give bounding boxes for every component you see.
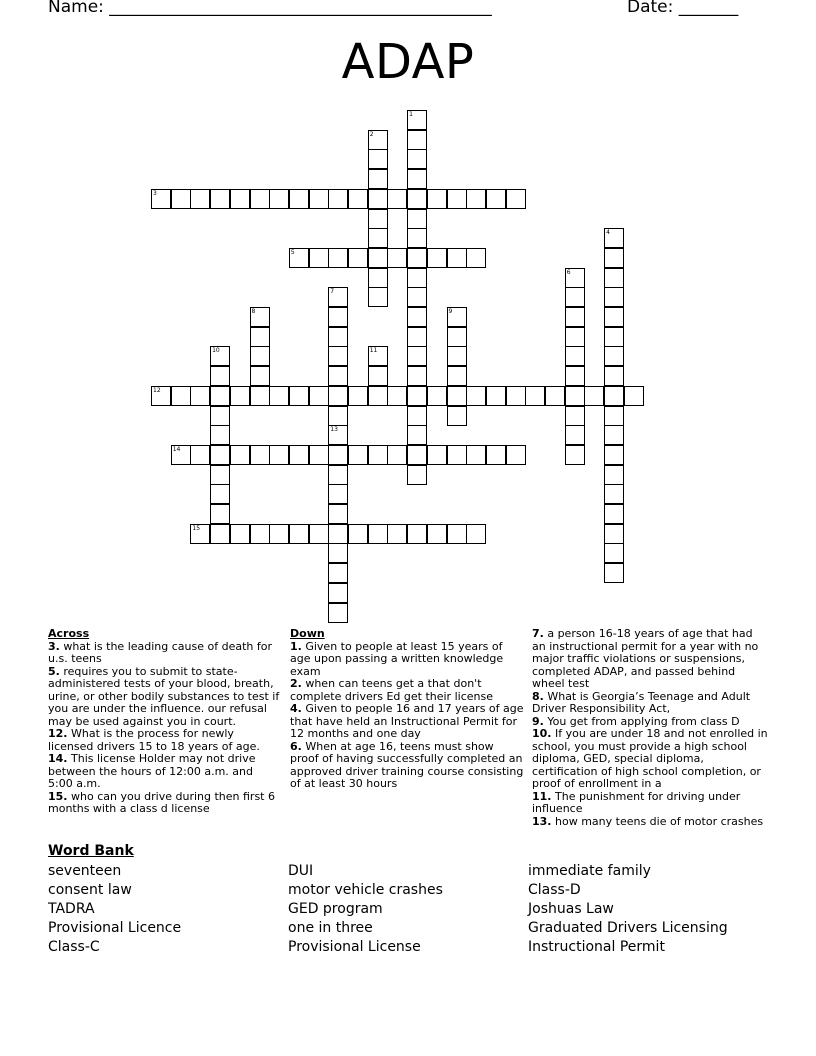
clue-down-8: 8. What is Georgia’s Teenage and Adult Driver Responsibility Act, (532, 689, 751, 715)
grid-cell[interactable] (486, 189, 506, 209)
grid-cell[interactable] (604, 425, 624, 445)
grid-cell[interactable] (230, 386, 250, 406)
grid-cell[interactable] (328, 543, 348, 563)
clue-number: 6 (566, 268, 571, 276)
grid-cell[interactable] (604, 524, 624, 544)
grid-cell[interactable] (604, 445, 624, 465)
grid-cell[interactable] (604, 386, 624, 406)
clue-across-3: 3. what is the leading cause of death for u.s. teens (48, 639, 272, 665)
grid-cell[interactable] (387, 524, 407, 544)
grid-cell[interactable] (210, 524, 230, 544)
grid-cell[interactable] (427, 386, 447, 406)
grid-cell[interactable] (210, 484, 230, 504)
clue-number: 2 (369, 130, 374, 138)
word-bank-item: motor vehicle crashes (288, 882, 443, 898)
grid-cell[interactable] (250, 307, 270, 327)
grid-cell[interactable] (269, 445, 289, 465)
grid-cell[interactable] (348, 524, 368, 544)
grid-cell[interactable] (309, 248, 329, 268)
grid-cell[interactable] (250, 366, 270, 386)
grid-cell[interactable] (328, 445, 348, 465)
word-bank-item: immediate family (528, 863, 651, 879)
grid-cell[interactable] (368, 189, 388, 209)
grid-cell[interactable] (289, 386, 309, 406)
clue-number: 5 (290, 248, 295, 256)
grid-cell[interactable] (565, 386, 585, 406)
grid-cell[interactable] (565, 307, 585, 327)
grid-cell[interactable] (506, 386, 526, 406)
grid-cell[interactable] (210, 346, 230, 366)
grid-cell[interactable] (447, 248, 467, 268)
grid-cell[interactable] (368, 228, 388, 248)
word-bank-item: seventeen (48, 863, 122, 879)
grid-cell[interactable] (447, 386, 467, 406)
clues-column-3 (532, 628, 768, 828)
word-bank-item: Class-C (48, 939, 100, 955)
clue-across-5: 5. requires you to submit to state-administered tests of your blood, breath, urine, or other bodily substances to test if you are under the influence. our refusal may be used against you in court. (48, 664, 280, 728)
grid-cell[interactable] (407, 406, 427, 426)
clue-down-1: 1. Given to people at least 15 years of age upon passing a written knowledge exam (290, 639, 504, 678)
grid-cell[interactable] (328, 603, 348, 623)
grid-cell[interactable] (584, 386, 604, 406)
grid-cell[interactable] (368, 169, 388, 189)
grid-cell[interactable] (210, 386, 230, 406)
clue-number: 12 (153, 386, 161, 394)
grid-cell[interactable] (210, 366, 230, 386)
grid-cell[interactable] (328, 307, 348, 327)
clue-number: 1 (409, 111, 413, 118)
grid-cell[interactable] (565, 366, 585, 386)
grid-cell[interactable] (604, 287, 624, 307)
grid-cell[interactable] (565, 425, 585, 445)
grid-cell[interactable] (368, 524, 388, 544)
word-bank-item: Provisional Licence (48, 920, 182, 936)
clue-across-15: 15. who can you drive during then first 6 months with a class d license (48, 789, 275, 815)
grid-cell[interactable] (328, 425, 348, 445)
grid-cell[interactable] (190, 386, 210, 406)
grid-cell[interactable] (407, 465, 427, 485)
grid-cell[interactable] (309, 386, 329, 406)
grid-cell[interactable] (250, 445, 270, 465)
grid-cell[interactable] (486, 386, 506, 406)
grid-cell[interactable] (525, 386, 545, 406)
clue-down-6: 6. When at age 16, teens must show proof of having successfully completed an approved driver training course consisting of at least 30 hours (290, 739, 524, 790)
grid-cell[interactable] (328, 386, 348, 406)
grid-cell[interactable] (447, 406, 467, 426)
grid-cell[interactable] (368, 130, 388, 150)
grid-cell[interactable] (466, 189, 486, 209)
grid-cell[interactable] (210, 504, 230, 524)
grid-cell[interactable] (190, 445, 210, 465)
grid-cell[interactable] (309, 189, 329, 209)
grid-cell[interactable] (210, 425, 230, 445)
grid-cell[interactable] (447, 327, 467, 347)
grid-cell[interactable] (250, 189, 270, 209)
grid-cell[interactable] (269, 386, 289, 406)
clue-down-13: 13. how many teens die of motor crashes (532, 814, 764, 828)
grid-cell[interactable] (486, 445, 506, 465)
grid-cell[interactable] (289, 445, 309, 465)
grid-cell[interactable] (427, 189, 447, 209)
grid-cell[interactable] (427, 248, 447, 268)
grid-cell[interactable] (565, 406, 585, 426)
clues-column-1 (48, 628, 280, 816)
grid-cell[interactable] (407, 189, 427, 209)
grid-cell[interactable] (151, 189, 171, 209)
grid-cell[interactable] (309, 445, 329, 465)
grid-cell[interactable] (506, 189, 526, 209)
grid-cell[interactable] (230, 445, 250, 465)
word-bank-item: Class-D (528, 882, 581, 898)
clue-number: 7 (330, 288, 335, 296)
clues-column-2 (290, 628, 524, 791)
clue-number: 13 (330, 426, 338, 434)
grid-cell[interactable] (250, 386, 270, 406)
grid-cell[interactable] (368, 287, 388, 307)
word-bank-item: Graduated Drivers Licensing (528, 920, 728, 936)
word-bank-column (528, 862, 728, 957)
grid-cell[interactable] (407, 346, 427, 366)
grid-cell[interactable] (604, 563, 624, 583)
grid-cell[interactable] (387, 386, 407, 406)
grid-cell[interactable] (407, 130, 427, 150)
clue-number: 3 (153, 189, 157, 197)
grid-cell[interactable] (348, 189, 368, 209)
grid-cell[interactable] (565, 268, 585, 288)
grid-cell[interactable] (407, 248, 427, 268)
grid-cell[interactable] (171, 445, 191, 465)
grid-cell[interactable] (230, 524, 250, 544)
grid-cell[interactable] (368, 209, 388, 229)
grid-cell[interactable] (368, 366, 388, 386)
clue-down-4: 4. Given to people 16 and 17 years of age that have held an Instructional Permit for 12 months and one day (290, 702, 524, 740)
puzzle-title: ADAP (341, 34, 475, 90)
grid-cell[interactable] (447, 524, 467, 544)
grid-cell[interactable] (604, 327, 624, 347)
grid-cell[interactable] (604, 504, 624, 524)
down-heading: Down (290, 627, 325, 640)
grid-cell[interactable] (604, 484, 624, 504)
clue-down-9: 9. You get from applying from class D (532, 714, 740, 728)
grid-cell[interactable] (407, 445, 427, 465)
word-bank-item: Instructional Permit (528, 939, 665, 955)
grid-cell[interactable] (328, 189, 348, 209)
grid-cell[interactable] (348, 386, 368, 406)
word-bank-item: GED program (288, 901, 383, 917)
grid-cell[interactable] (407, 327, 427, 347)
grid-cell[interactable] (328, 563, 348, 583)
grid-cell[interactable] (387, 248, 407, 268)
grid-cell[interactable] (210, 465, 230, 485)
clue-number: 14 (172, 445, 181, 453)
grid-cell[interactable] (328, 346, 348, 366)
grid-cell[interactable] (387, 445, 407, 465)
clue-down-10: 10. If you are under 18 and not enrolled in school, you must provide a high school diploma, GED, special diploma, certification of high school completion, or proof of enrollment in a (532, 727, 768, 790)
grid-cell[interactable] (151, 386, 171, 406)
grid-cell[interactable] (624, 386, 644, 406)
grid-cell[interactable] (447, 445, 467, 465)
grid-cell[interactable] (407, 228, 427, 248)
grid-cell[interactable] (466, 386, 486, 406)
grid-cell[interactable] (447, 366, 467, 386)
grid-cell[interactable] (466, 524, 486, 544)
across-heading: Across (48, 627, 90, 640)
grid-cell[interactable] (210, 406, 230, 426)
grid-cell[interactable] (190, 524, 210, 544)
grid-cell[interactable] (387, 189, 407, 209)
date-field: Date: _______ (627, 0, 739, 17)
word-bank-item: Joshuas Law (528, 901, 614, 917)
grid-cell[interactable] (604, 228, 624, 248)
grid-cell[interactable] (289, 524, 309, 544)
grid-cell[interactable] (210, 189, 230, 209)
grid-cell[interactable] (269, 189, 289, 209)
grid-cell[interactable] (328, 287, 348, 307)
grid-cell[interactable] (447, 189, 467, 209)
grid-cell[interactable] (368, 268, 388, 288)
grid-cell[interactable] (407, 524, 427, 544)
word-bank-item: DUI (288, 863, 314, 879)
grid-cell[interactable] (328, 248, 348, 268)
grid-cell[interactable] (328, 465, 348, 485)
grid-cell[interactable] (604, 268, 624, 288)
grid-cell[interactable] (328, 366, 348, 386)
grid-cell[interactable] (250, 346, 270, 366)
grid-cell[interactable] (328, 524, 348, 544)
grid-cell[interactable] (604, 543, 624, 563)
clue-down-11: 11. The punishment for driving under influence (532, 789, 741, 815)
grid-cell[interactable] (604, 465, 624, 485)
grid-cell[interactable] (506, 445, 526, 465)
clue-number: 4 (606, 229, 610, 237)
grid-cell[interactable] (604, 307, 624, 327)
grid-cell[interactable] (250, 524, 270, 544)
grid-cell[interactable] (348, 445, 368, 465)
grid-cell[interactable] (368, 149, 388, 169)
clue-down-2: 2. when can teens get a that don't complete drivers Ed get their license (290, 677, 493, 703)
grid-cell[interactable] (368, 346, 388, 366)
grid-cell[interactable] (328, 484, 348, 504)
clue-across-14: 14. This license Holder may not drive between the hours of 12:00 a.m. and 5:00 a.m. (48, 752, 256, 790)
grid-cell[interactable] (190, 189, 210, 209)
grid-cell[interactable] (210, 445, 230, 465)
name-field: Name: _____________________________________________ (48, 0, 492, 17)
grid-cell[interactable] (230, 189, 250, 209)
grid-cell[interactable] (604, 248, 624, 268)
grid-cell[interactable] (328, 504, 348, 524)
clue-across-12: 12. What is the process for newly licensed drivers 15 to 18 years of age. (48, 727, 260, 753)
grid-cell[interactable] (604, 406, 624, 426)
grid-cell[interactable] (447, 307, 467, 327)
grid-cell[interactable] (407, 386, 427, 406)
word-bank-title: Word Bank (48, 843, 134, 859)
clue-number: 11 (369, 347, 378, 355)
grid-cell[interactable] (171, 386, 191, 406)
grid-cell[interactable] (565, 327, 585, 347)
grid-cell[interactable] (565, 287, 585, 307)
grid-cell[interactable] (269, 524, 289, 544)
grid-cell[interactable] (604, 366, 624, 386)
grid-cell[interactable] (407, 366, 427, 386)
clue-number: 15 (192, 524, 201, 532)
grid-cell[interactable] (407, 268, 427, 288)
clue-number: 8 (251, 308, 256, 315)
grid-cell[interactable] (368, 386, 388, 406)
clue-number: 10 (212, 347, 220, 355)
grid-cell[interactable] (545, 386, 565, 406)
grid-cell[interactable] (328, 327, 348, 347)
grid-cell[interactable] (407, 425, 427, 445)
word-bank-item: Provisional License (288, 939, 421, 955)
grid-cell[interactable] (407, 149, 427, 169)
grid-cell[interactable] (565, 445, 585, 465)
grid-cell[interactable] (604, 346, 624, 366)
word-bank-column (48, 862, 181, 957)
grid-cell[interactable] (407, 110, 427, 130)
clue-number: 9 (448, 308, 453, 315)
grid-cell[interactable] (289, 248, 309, 268)
grid-cell[interactable] (289, 189, 309, 209)
grid-cell[interactable] (565, 346, 585, 366)
grid-cell[interactable] (368, 248, 388, 268)
grid-cell[interactable] (171, 189, 191, 209)
grid-cell[interactable] (466, 445, 486, 465)
grid-cell[interactable] (368, 445, 388, 465)
grid-cell[interactable] (328, 583, 348, 603)
word-bank-column (288, 862, 443, 957)
grid-cell[interactable] (447, 346, 467, 366)
grid-cell[interactable] (407, 307, 427, 327)
grid-cell[interactable] (427, 524, 447, 544)
word-bank-item: consent law (48, 882, 132, 898)
grid-cell[interactable] (466, 248, 486, 268)
grid-cell[interactable] (407, 169, 427, 189)
word-bank-item: TADRA (48, 901, 95, 917)
grid-cell[interactable] (407, 287, 427, 307)
grid-cell[interactable] (407, 209, 427, 229)
grid-cell[interactable] (427, 445, 447, 465)
grid-cell[interactable] (348, 248, 368, 268)
grid-cell[interactable] (250, 327, 270, 347)
grid-cell[interactable] (328, 406, 348, 426)
word-bank-item: one in three (288, 920, 373, 936)
clue-down-7: 7. a person 16-18 years of age that had an instructional permit for a year with no major traffic violations or suspensions, completed ADAP, and passed behind wheel test (532, 627, 759, 690)
grid-cell[interactable] (309, 524, 329, 544)
